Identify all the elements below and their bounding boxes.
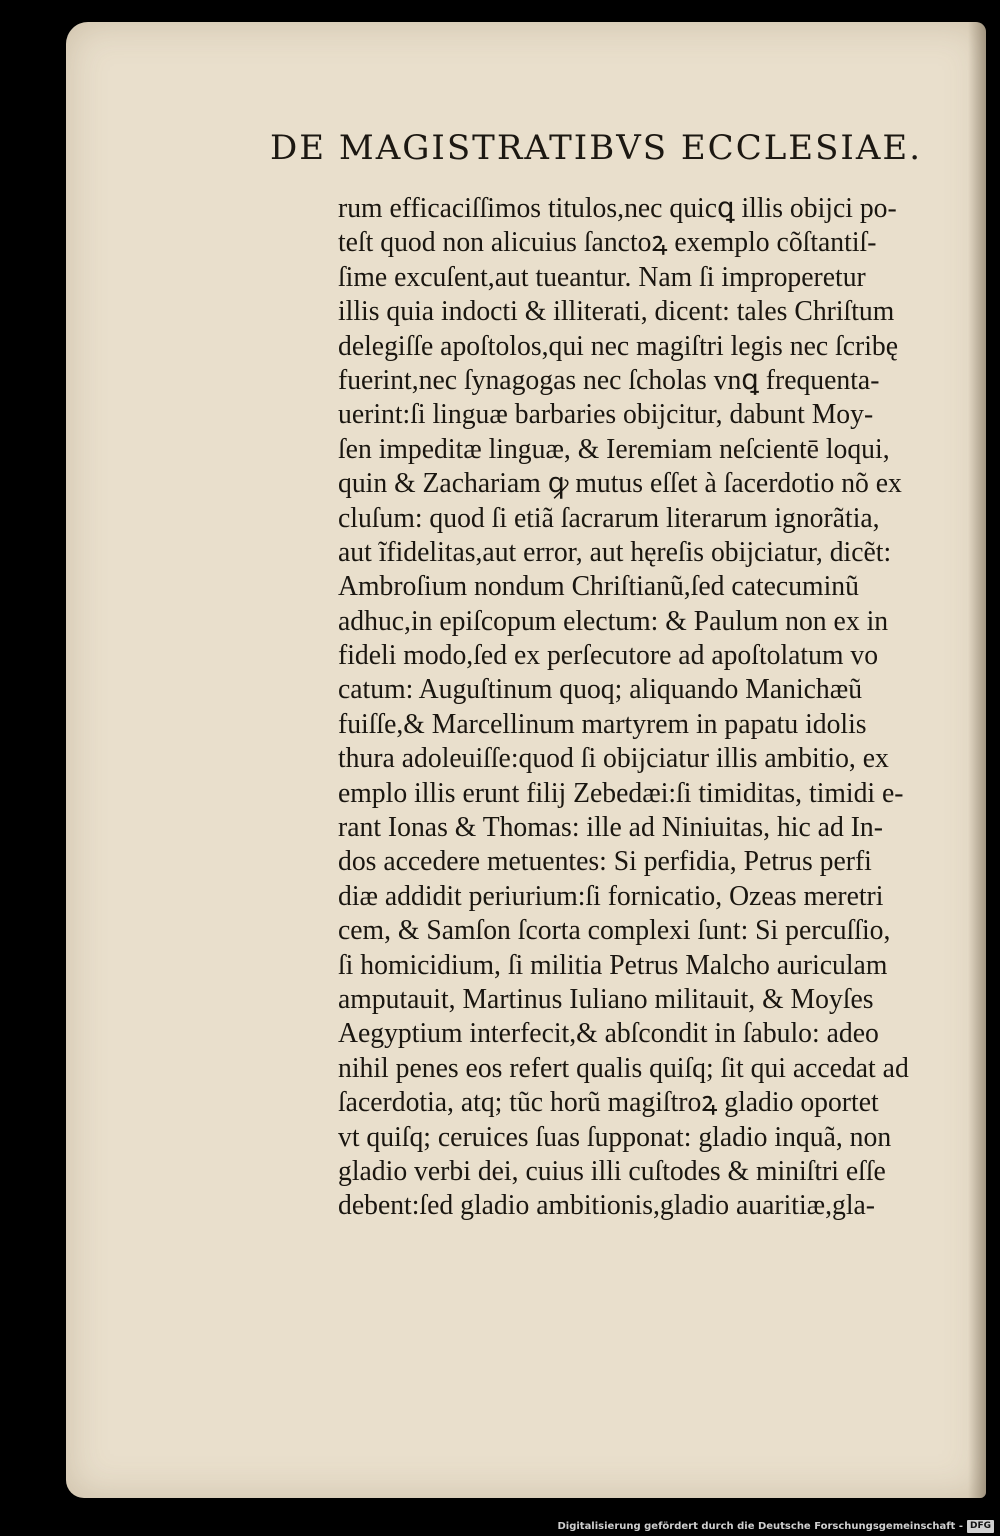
text-line: ſime excuſent,aut tueantur. Nam ſi improperetur (338, 261, 866, 293)
text-line: amputauit, Martinus Iuliano militauit, & Moyſes (338, 983, 874, 1015)
text-line: teſt quod non alicuius ſanctoꝝ exemplo cõſtantiſ- (338, 227, 877, 259)
text-line: debent:ſed gladio ambitionis,gladio auaritiæ,gla- (338, 1190, 876, 1222)
text-line: delegiſſe apoſtolos,qui nec magiſtri legis nec ſcribę (338, 330, 899, 362)
text-line: thura adoleuiſſe:quod ſi obijciatur illis ambitio, ex (338, 743, 889, 775)
text-line: ſen impeditæ linguæ, & Ieremiam neſcientē loqui, (338, 433, 890, 465)
footer-credit: Digitalisierung gefördert durch die Deutsche Forschungsgemeinschaft - (557, 1520, 963, 1532)
book-page (66, 22, 986, 1498)
text-line: fuerint,nec ſynagogas nec ſcholas vnꝗ frequenta- (338, 364, 880, 396)
text-line: illis quia indocti & illiterati, dicent: tales Chriſtum (338, 296, 895, 328)
text-line: gladio verbi dei, cuius illi cuſtodes & miniſtri eſſe (338, 1155, 886, 1187)
text-line: fuiſſe,& Marcellinum martyrem in papatu idolis (338, 708, 867, 740)
text-line: dos accedere metuentes: Si perfidia, Petrus perfi (338, 846, 872, 878)
text-line: rum efficaciſſimos titulos,nec quicꝗ illis obijci po- (338, 193, 897, 224)
text-line: vt quiſq; ceruices ſuas ſupponat: gladio inquã, non (338, 1121, 892, 1153)
text-line: quin & Zachariam ꝙ mutus eſſet à ſacerdotio nõ ex (338, 468, 902, 500)
text-line: cluſum: quod ſi etiã ſacrarum literarum ignorãtia, (338, 502, 880, 534)
text-line: ſi homicidium, ſi militia Petrus Malcho auriculam (338, 949, 888, 981)
text-line: diæ addidit periurium:ſi fornicatio, Ozeas meretri (338, 880, 884, 912)
dfg-logo: DFG (967, 1520, 994, 1533)
text-block (338, 192, 986, 1224)
text-line: emplo illis erunt filij Zebedæi:ſi timiditas, timidi e- (338, 777, 904, 809)
text-line: uerint:ſi linguæ barbaries obijcitur, dabunt Moy- (338, 399, 874, 431)
text-line: Ambroſium nondum Chriſtianũ,ſed catecuminũ (338, 571, 859, 603)
text-line: nihil penes eos refert qualis quiſq; ſit qui accedat ad (338, 1052, 909, 1084)
text-line: fideli modo,ſed ex perſecutore ad apoſtolatum vo (338, 640, 879, 672)
text-line: adhuc,in epiſcopum electum: & Paulum non ex in (338, 605, 889, 637)
text-line: Aegyptium interfecit,& abſcondit in ſabulo: adeo (338, 1018, 879, 1050)
text-line: ſacerdotia, atq; tũc horũ magiſtroꝝ gladio oportet (338, 1087, 879, 1119)
digitization-footer (557, 1518, 994, 1534)
running-head: DE MAGISTRATIBVS ECCLESIAE. (270, 128, 923, 168)
text-line: rant Ionas & Thomas: ille ad Niniuitas, hic ad In- (338, 812, 883, 844)
text-line: catum: Auguſtinum quoq; aliquando Manichæũ (338, 674, 863, 706)
text-line: cem, & Samſon ſcorta complexi ſunt: Si percuſſio, (338, 915, 891, 947)
text-line: aut ĩfidelitas,aut error, aut hęreſis obijciatur, dicẽt: (338, 536, 892, 568)
